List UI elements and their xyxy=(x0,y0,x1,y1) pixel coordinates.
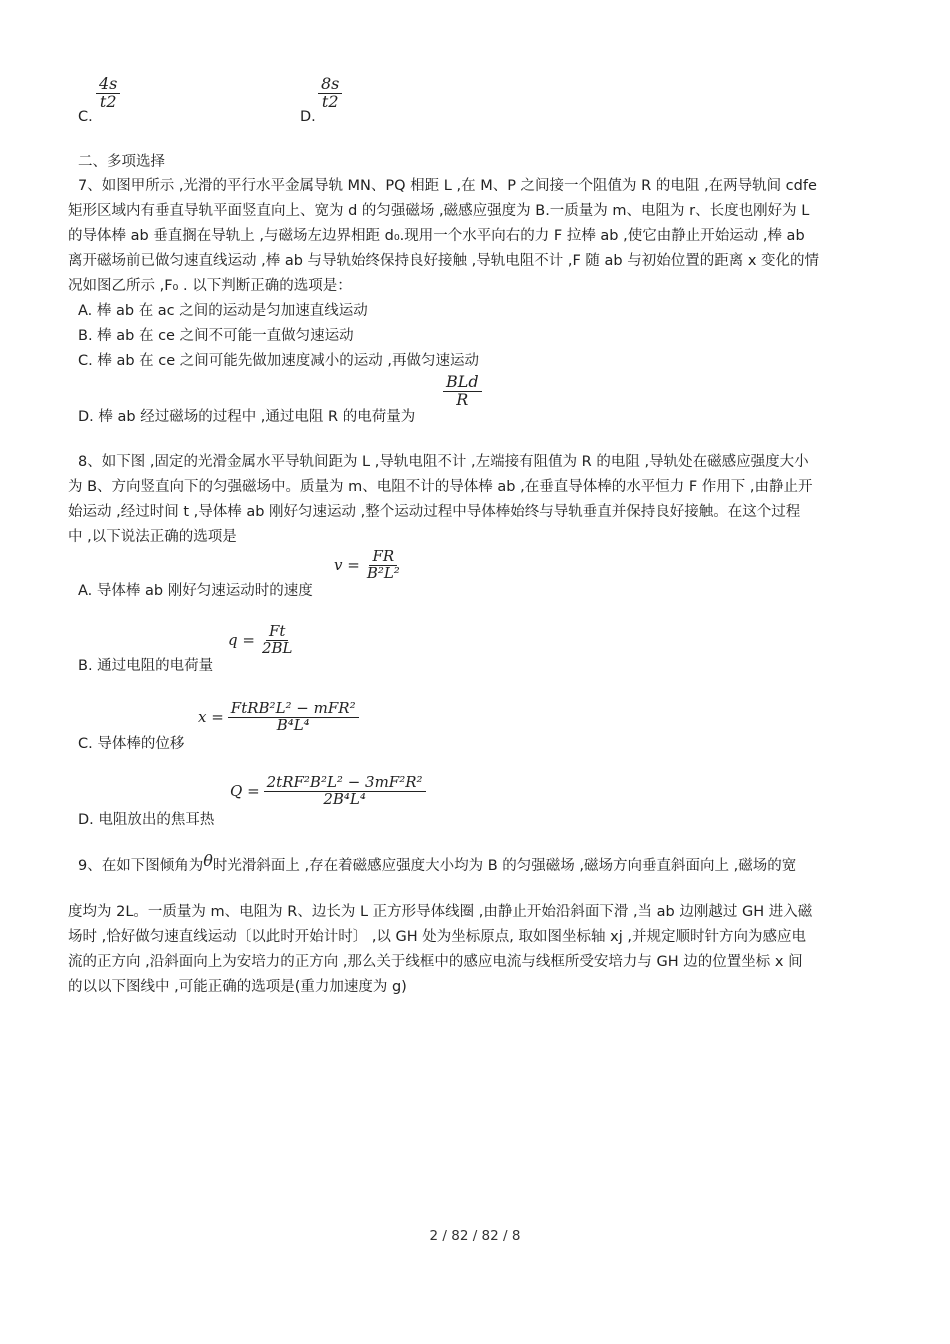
formula-numerator: FtRB²L² − mFR² xyxy=(228,701,359,718)
question-8-option-c-formula xyxy=(198,701,359,734)
question-9-line: 场时 ,恰好做匀速直线运动〔以此时开始计时〕 ,以 GH 处为坐标原点, 取如图坐标轴 xj ,并规定顺时针方向为感应电 xyxy=(68,929,806,945)
question-9-line-1-post: 时光滑斜面上 ,存在着磁感应强度大小均为 B 的匀强磁场 ,磁场方向垂直斜面向上 ,磁场的宽 xyxy=(212,858,797,874)
prev-option-c-label: C. xyxy=(78,109,93,125)
prev-option-d-numerator: 8s xyxy=(318,76,342,94)
question-9-line: 流的正方向 ,沿斜面向上为安培力的正方向 ,那么关于线框中的感应电流与线框所受安培力与 GH 边的位置坐标 x 间 xyxy=(68,954,803,970)
question-7-option-a: A. 棒 ab 在 ac 之间的运动是匀加速直线运动 xyxy=(78,303,368,319)
question-8-option-c: C. 导体棒的位移 xyxy=(78,736,185,752)
theta-symbol: θ xyxy=(203,851,213,870)
question-9-line-1 xyxy=(78,853,898,878)
formula-denominator: B⁴L⁴ xyxy=(276,715,310,734)
question-8-option-a: A. 导体棒 ab 刚好匀速运动时的速度 xyxy=(78,583,313,599)
question-8-line: 为 B、方向竖直向下的匀强磁场中。质量为 m、电阻不计的导体棒 ab ,在垂直导体棒的水平恒力 F 作用下 ,由静止开 xyxy=(68,479,813,495)
question-8-option-d-formula xyxy=(230,775,426,808)
formula-lhs: v = xyxy=(334,556,360,575)
question-9-line: 度均为 2L。一质量为 m、电阻为 R、边长为 L 正方形导体线圈 ,由静止开始沿斜面下滑 ,当 ab 边刚越过 GH 进入磁 xyxy=(68,904,813,920)
formula-lhs: Q = xyxy=(230,782,260,801)
formula-numerator: 2tRF²B²L² − 3mF²R² xyxy=(264,775,426,792)
question-8-option-a-formula xyxy=(334,549,403,582)
question-7-option-c: C. 棒 ab 在 ce 之间可能先做加速度减小的运动 ,再做匀速运动 xyxy=(78,353,479,369)
question-7-line: 离开磁场前已做匀速直线运动 ,棒 ab 与导轨始终保持良好接触 ,导轨电阻不计 ,F 随 ab 与初始位置的距离 x 变化的情 xyxy=(68,253,820,269)
question-9-line: 的以以下图线中 ,可能正确的选项是(重力加速度为 g) xyxy=(68,979,407,995)
question-9-line-1-pre: 9、在如下图倾角为 xyxy=(78,858,204,874)
question-8-line: 8、如下图 ,固定的光滑金属水平导轨间距为 L ,导轨电阻不计 ,左端接有阻值为 R 的电阻 ,导轨处在磁感应强度大小 xyxy=(78,454,809,470)
formula-numerator: BLd xyxy=(443,374,482,392)
formula-denominator: B²L² xyxy=(366,563,400,582)
formula-numerator: FR xyxy=(369,549,397,566)
formula-lhs: q = xyxy=(228,631,255,650)
question-8-option-b: B. 通过电阻的电荷量 xyxy=(78,658,214,674)
prev-option-c-fraction xyxy=(96,76,120,111)
formula-denominator: 2BL xyxy=(261,638,293,657)
prev-option-d-fraction xyxy=(318,76,342,111)
prev-option-c-denominator: t2 xyxy=(99,91,117,111)
formula-denominator: 2B⁴L⁴ xyxy=(323,789,366,808)
question-7-option-b: B. 棒 ab 在 ce 之间不可能一直做匀速运动 xyxy=(78,328,354,344)
question-7-line: 7、如图甲所示 ,光滑的平行水平金属导轨 MN、PQ 相距 L ,在 M、P 之间接一个阻值为 R 的电阻 ,在两导轨间 cdfe xyxy=(78,178,817,194)
question-7-option-d-formula xyxy=(443,374,482,409)
prev-option-c-numerator: 4s xyxy=(96,76,120,94)
question-8-line: 始运动 ,经过时间 t ,导体棒 ab 刚好匀速运动 ,整个运动过程中导体棒始终与导轨垂直并保持良好接触。在这个过程 xyxy=(68,504,801,520)
question-7-line: 况如图乙所示 ,F₀ . 以下判断正确的选项是： xyxy=(68,278,352,294)
question-7-option-d xyxy=(78,406,415,428)
prev-option-d-denominator: t2 xyxy=(321,91,339,111)
question-8-line: 中 ,以下说法正确的选项是 xyxy=(68,529,237,545)
formula-denominator: R xyxy=(456,389,469,409)
question-8-option-d: D. 电阻放出的焦耳热 xyxy=(78,812,215,828)
page-number: 2 / 82 / 82 / 8 xyxy=(429,1228,521,1244)
formula-numerator: Ft xyxy=(266,624,288,641)
question-8-option-b-formula xyxy=(228,624,295,657)
section-title: 二、多项选择 xyxy=(78,154,165,170)
question-7-line: 的导体棒 ab 垂直搁在导轨上 ,与磁场左边界相距 d₀.现用一个水平向右的力 F 拉棒 ab ,使它由静止开始运动 ,棒 ab xyxy=(68,228,805,244)
prev-option-d-label: D. xyxy=(300,109,316,125)
question-7-line: 矩形区域内有垂直导轨平面竖直向上、宽为 d 的匀强磁场 ,磁感应强度为 B.一质量为 m、电阻为 r、长度也刚好为 L xyxy=(68,203,810,219)
question-7-option-d-text: D. 棒 ab 经过磁场的过程中 ,通过电阻 R 的电荷量为 xyxy=(78,409,416,425)
formula-lhs: x = xyxy=(198,708,224,727)
